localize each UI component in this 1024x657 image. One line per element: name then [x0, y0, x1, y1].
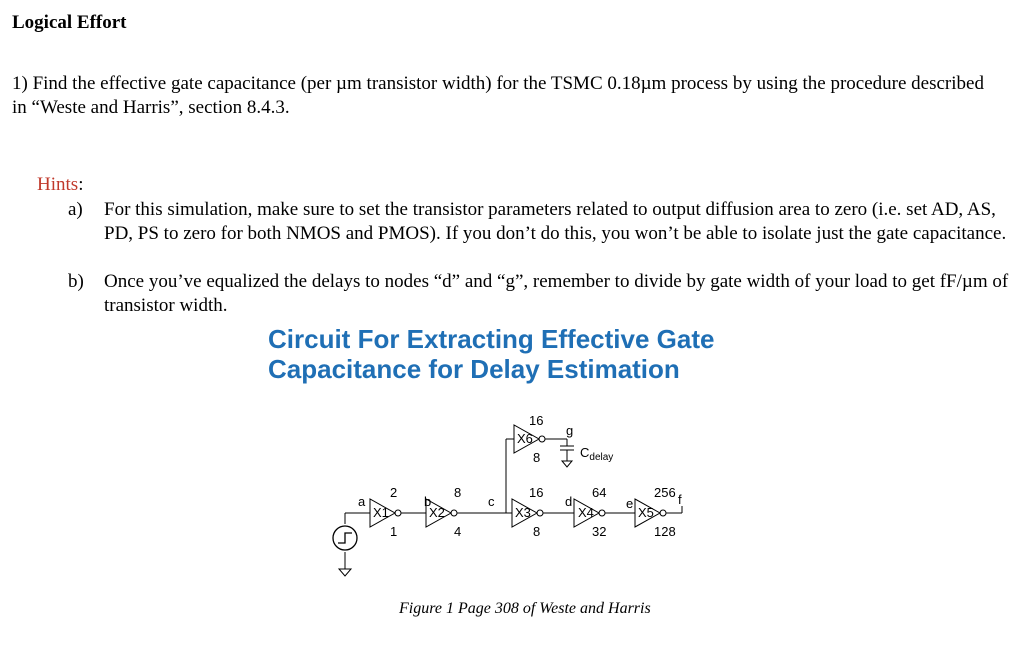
- inverter-x1-bottom: 1: [390, 524, 398, 539]
- hints-label: Hints: [37, 174, 79, 195]
- page-title: Logical Effort: [12, 12, 127, 33]
- inverter-x6-name: X6: [517, 431, 533, 446]
- node-g-label: g: [566, 423, 574, 438]
- circuit-diagram: [262, 322, 762, 598]
- inverter-x1-name: X1: [373, 505, 389, 520]
- cdelay-label: [580, 445, 613, 463]
- figure-slide: [262, 322, 762, 598]
- inverter-x2-top: 8: [454, 485, 462, 500]
- inverter-x5-top: 256: [654, 485, 676, 500]
- inverter-x6-bottom: 8: [533, 450, 541, 465]
- node-a-label: a: [358, 494, 366, 509]
- cdelay-sub: delay: [589, 452, 614, 463]
- hints-heading: [37, 174, 83, 196]
- inverter-x5-bottom: 128: [654, 524, 676, 539]
- node-d-label: d: [565, 494, 573, 509]
- node-c-label: c: [488, 494, 495, 509]
- question-1: 1) Find the effective gate capacitance (per µm transistor width) for the TSMC 0.18µm process by using the procedure described in “Weste and Harris”, section 8.4.3.: [12, 73, 984, 118]
- inverter-x4-name: X4: [578, 505, 594, 520]
- hint-item-b: [68, 270, 1013, 318]
- hint-marker: b): [68, 271, 84, 292]
- inverter-x2-name: X2: [429, 505, 445, 520]
- hint-text: For this simulation, make sure to set the transistor parameters related to output diffusion area to zero (i.e. set AD, AS, PD, PS to zero for both NMOS and PMOS). If you don’t do this, you won’t be able to isolate just the gate capacitance.: [104, 199, 1007, 244]
- node-f-label: f: [678, 492, 682, 507]
- inverter-x3-top: 16: [529, 485, 544, 500]
- step-source-icon: [333, 526, 357, 550]
- ground-icon: [339, 569, 351, 576]
- ground-icon: [562, 461, 572, 467]
- inverter-x4-top: 64: [592, 485, 607, 500]
- inverter-x3-bottom: 8: [533, 524, 541, 539]
- hints-colon: :: [78, 174, 84, 195]
- figure-caption: Figure 1 Page 308 of Weste and Harris: [399, 600, 651, 617]
- hint-marker: a): [68, 199, 83, 220]
- node-e-label: e: [626, 496, 634, 511]
- inverter-x6-top: 16: [529, 413, 544, 428]
- inverter-x4-bottom: 32: [592, 524, 607, 539]
- inverter-x2-bottom: 4: [454, 524, 462, 539]
- hint-text: Once you’ve equalized the delays to nodes “d” and “g”, remember to divide by gate width of your load to get fF/µm of transistor width.: [104, 271, 1009, 316]
- cdelay-main: C: [580, 445, 590, 460]
- node-b-label: b: [424, 494, 432, 509]
- hint-item-a: [68, 198, 1013, 270]
- inverter-x3-name: X3: [515, 505, 531, 520]
- inverter-x5-name: X5: [638, 505, 654, 520]
- figure-title: Circuit For Extracting Effective Gate Capacitance for Delay Estimation: [268, 324, 715, 384]
- inverter-x1-top: 2: [390, 485, 398, 500]
